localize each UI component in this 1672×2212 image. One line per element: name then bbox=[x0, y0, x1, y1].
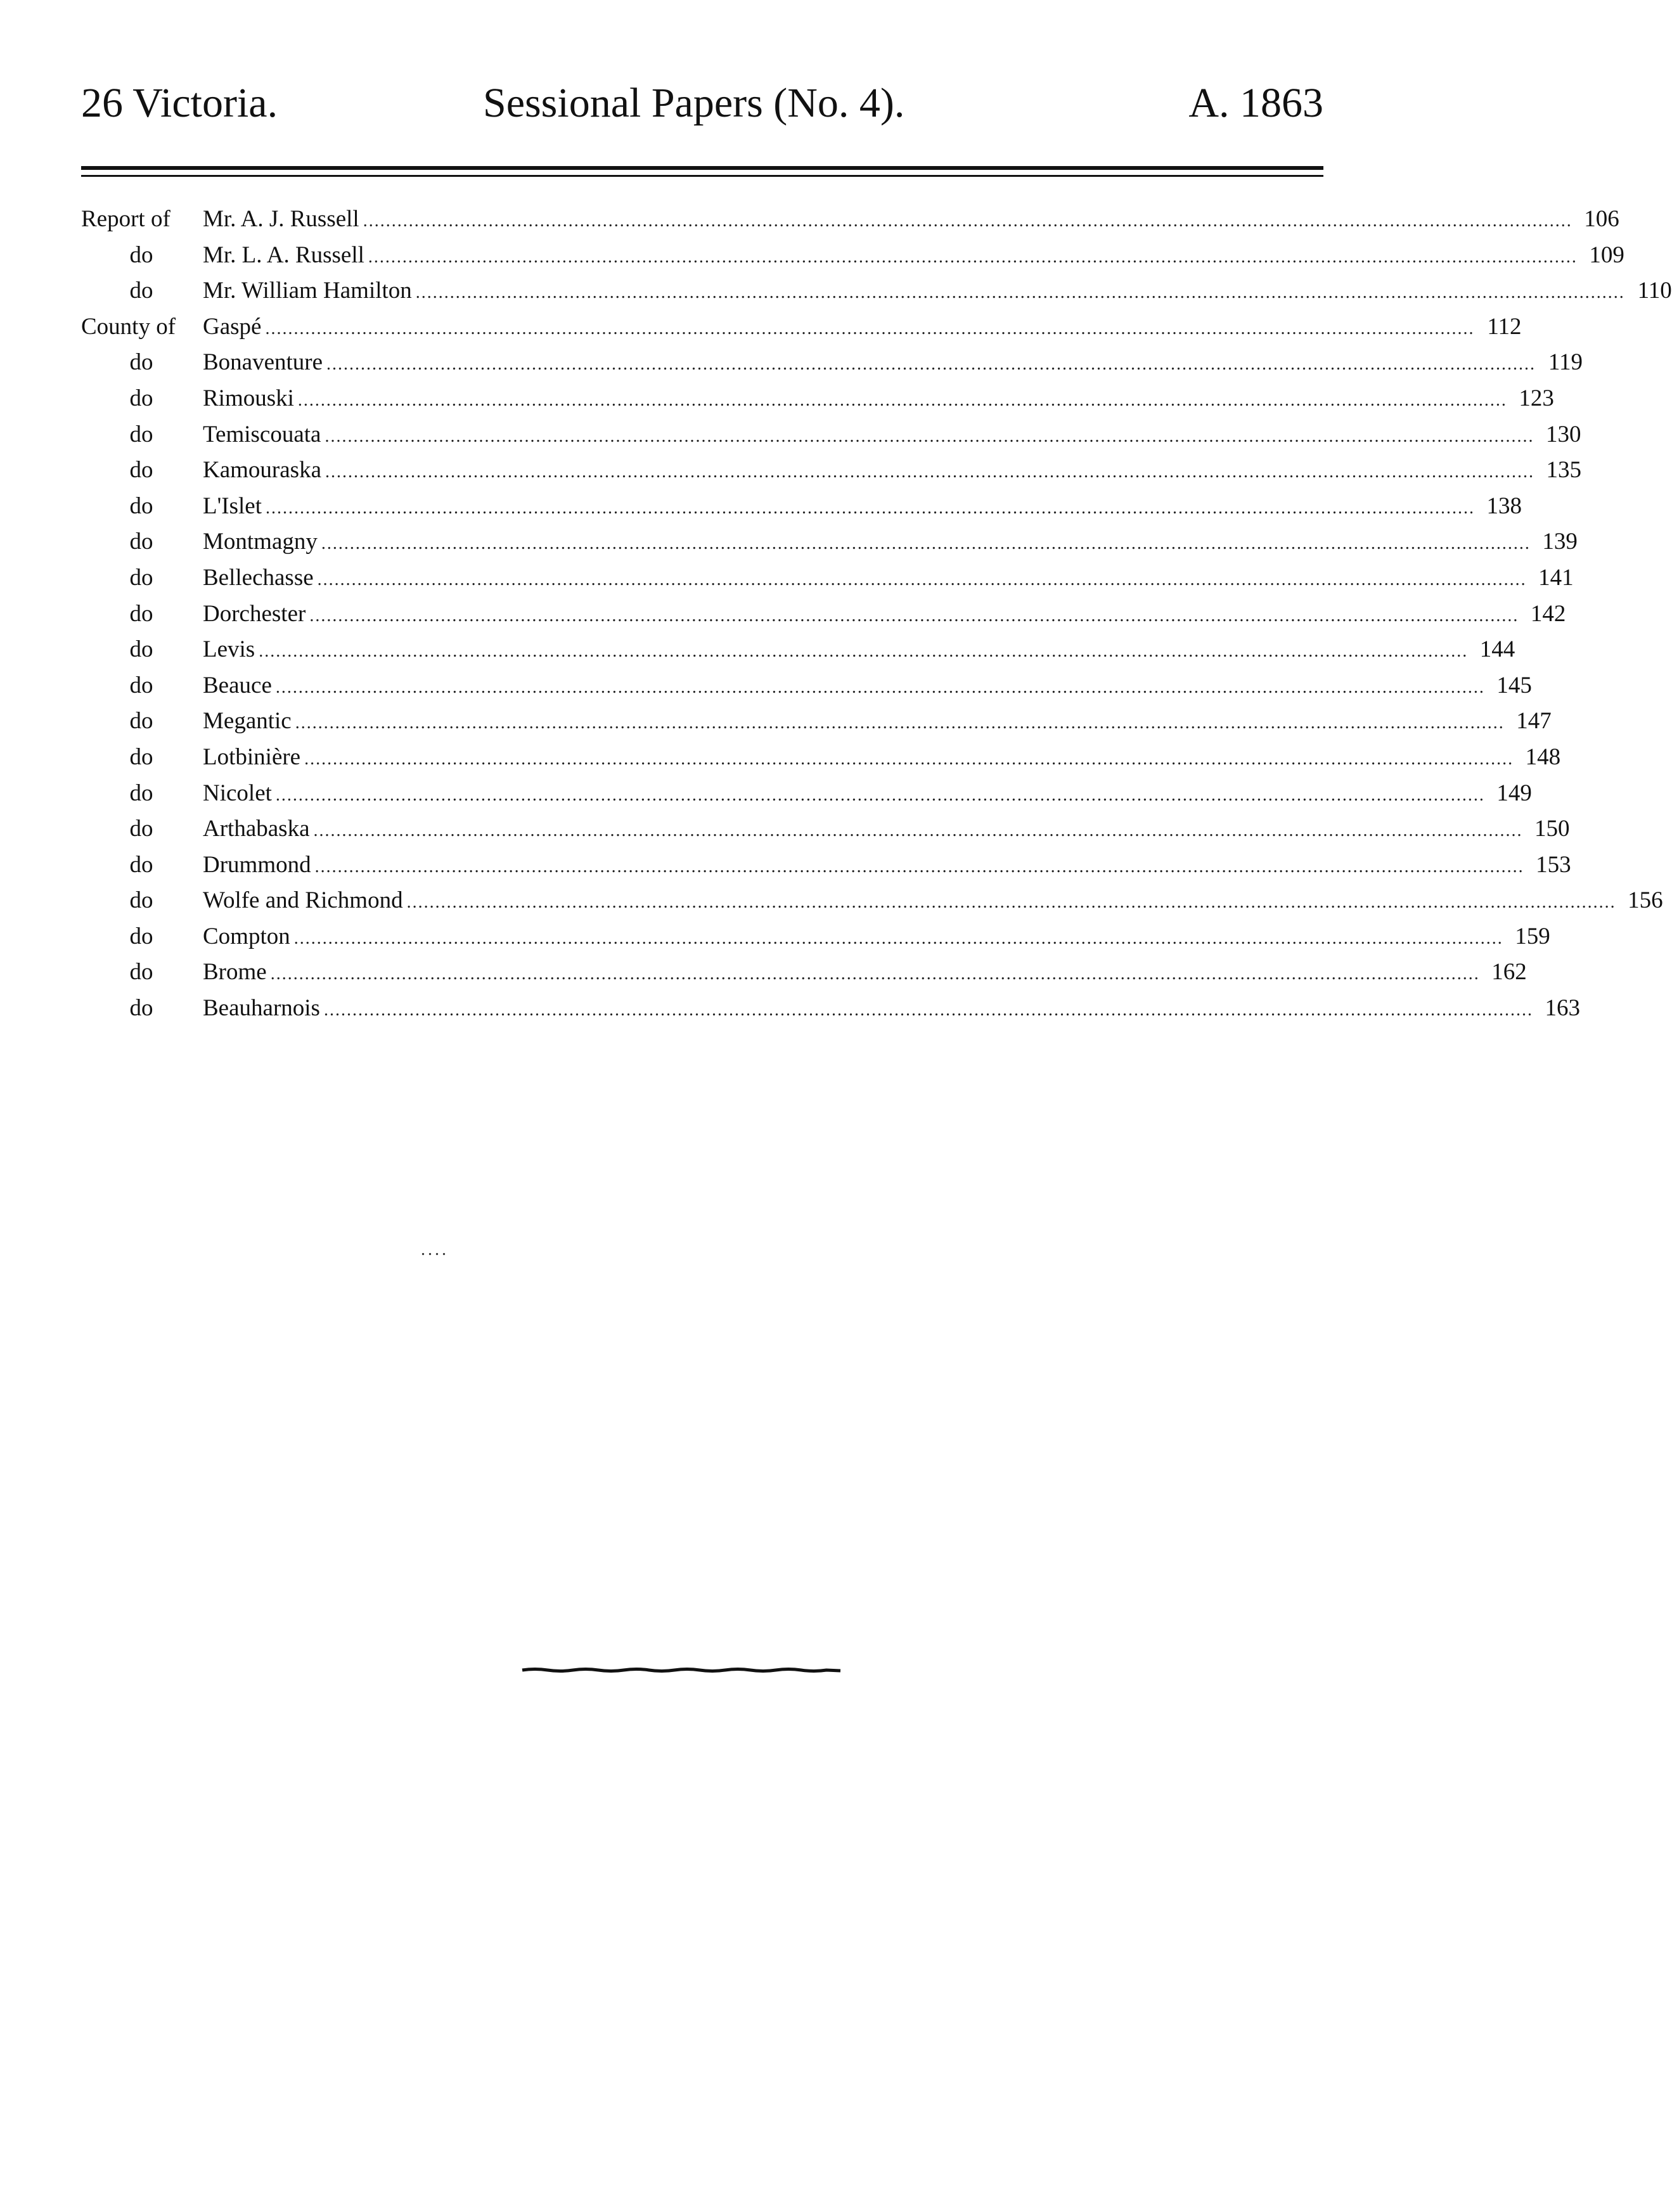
toc-row bbox=[81, 740, 1561, 776]
dot-leader: .................................................................................................................................................................................................................... bbox=[293, 928, 1503, 948]
toc-entry-name: Beauharnois bbox=[203, 995, 320, 1022]
toc-row bbox=[81, 417, 1581, 453]
toc-row bbox=[81, 345, 1583, 381]
toc-row bbox=[81, 632, 1515, 668]
toc-prefix: Report of bbox=[81, 206, 170, 232]
toc-page-number: 145 bbox=[1496, 672, 1532, 698]
toc-page-number: 109 bbox=[1589, 241, 1624, 268]
toc-prefix: do bbox=[129, 457, 153, 484]
toc-entry bbox=[203, 417, 1581, 455]
dot-leader: .................................................................................................................................................................................................................... bbox=[323, 1000, 1533, 1020]
toc-entry bbox=[203, 381, 1554, 419]
toc-row bbox=[81, 991, 1580, 1027]
stray-dots: .... bbox=[421, 1240, 449, 1259]
toc-entry-name: Gaspé bbox=[203, 313, 262, 340]
dot-leader: .................................................................................................................................................................................................................... bbox=[304, 749, 1514, 769]
dot-leader: .................................................................................................................................................................................................................... bbox=[259, 641, 1469, 662]
toc-page-number: 141 bbox=[1538, 564, 1574, 591]
dot-leader: .................................................................................................................................................................................................................... bbox=[275, 785, 1485, 805]
toc-page-number: 163 bbox=[1545, 995, 1580, 1022]
toc-row bbox=[81, 238, 1624, 274]
toc-entry bbox=[203, 596, 1566, 634]
toc-prefix: do bbox=[129, 385, 153, 411]
header-title: Sessional Papers (No. 4). bbox=[483, 80, 905, 126]
dot-leader: .................................................................................................................................................................................................................... bbox=[309, 605, 1519, 626]
dot-leader: .................................................................................................................................................................................................................... bbox=[270, 964, 1480, 984]
dot-leader: .................................................................................................................................................................................................................... bbox=[415, 283, 1625, 303]
toc-entry bbox=[203, 955, 1527, 993]
toc-entry bbox=[203, 883, 1663, 921]
toc-row bbox=[81, 489, 1522, 525]
toc-entry bbox=[203, 632, 1515, 670]
toc-prefix: do bbox=[129, 780, 153, 806]
toc-row bbox=[81, 883, 1663, 919]
toc-entry-name: L'Islet bbox=[203, 492, 262, 519]
header-rule-thin bbox=[81, 175, 1323, 177]
dot-leader: .................................................................................................................................................................................................................... bbox=[314, 856, 1524, 877]
toc-row bbox=[81, 309, 1522, 345]
toc-entry-name: Lotbinière bbox=[203, 743, 301, 770]
toc-page-number: 123 bbox=[1519, 385, 1554, 411]
toc-page-number: 119 bbox=[1548, 349, 1583, 376]
toc-row bbox=[81, 919, 1550, 955]
toc-page-number: 139 bbox=[1542, 529, 1578, 555]
toc-row bbox=[81, 381, 1554, 417]
toc-page-number: 159 bbox=[1515, 923, 1550, 949]
toc-page-number: 156 bbox=[1628, 887, 1663, 914]
toc-prefix: do bbox=[129, 564, 153, 591]
toc-prefix: do bbox=[129, 708, 153, 735]
toc-page-number: 148 bbox=[1525, 743, 1561, 770]
toc-entry bbox=[203, 811, 1570, 849]
toc-page-number: 147 bbox=[1516, 708, 1552, 735]
table-of-contents bbox=[81, 202, 1672, 1027]
toc-prefix: do bbox=[129, 995, 153, 1022]
toc-page-number: 144 bbox=[1479, 636, 1515, 663]
toc-row bbox=[81, 560, 1574, 596]
toc-entry bbox=[203, 847, 1571, 885]
toc-page-number: 138 bbox=[1486, 492, 1522, 519]
toc-entry-name: Bonaventure bbox=[203, 349, 323, 376]
dot-leader: .................................................................................................................................................................................................................... bbox=[406, 892, 1616, 913]
toc-entry-name: Mr. A. J. Russell bbox=[203, 206, 359, 232]
header-year: A. 1863 bbox=[1188, 80, 1323, 126]
toc-entry-name: Dorchester bbox=[203, 600, 306, 627]
toc-page-number: 110 bbox=[1637, 278, 1672, 304]
page-header bbox=[81, 75, 1323, 132]
toc-entry-name: Montmagny bbox=[203, 529, 318, 555]
toc-entry-name: Drummond bbox=[203, 851, 311, 878]
toc-entry bbox=[203, 273, 1672, 311]
toc-prefix: do bbox=[129, 743, 153, 770]
toc-entry-name: Megantic bbox=[203, 708, 292, 735]
toc-prefix: do bbox=[129, 851, 153, 878]
toc-entry bbox=[203, 345, 1583, 383]
toc-prefix: do bbox=[129, 887, 153, 914]
toc-entry-name: Beauce bbox=[203, 672, 272, 698]
toc-entry bbox=[203, 238, 1624, 276]
toc-page-number: 142 bbox=[1530, 600, 1566, 627]
toc-page-number: 112 bbox=[1487, 313, 1522, 340]
dot-leader: .................................................................................................................................................................................................................... bbox=[275, 677, 1485, 697]
toc-prefix: do bbox=[129, 923, 153, 949]
toc-row bbox=[81, 811, 1570, 847]
toc-entry-name: Kamouraska bbox=[203, 457, 321, 484]
dot-leader: .................................................................................................................................................................................................................... bbox=[317, 569, 1527, 589]
toc-row bbox=[81, 847, 1571, 884]
toc-prefix: do bbox=[129, 278, 153, 304]
dot-leader: .................................................................................................................................................................................................................... bbox=[265, 318, 1475, 338]
toc-prefix: do bbox=[129, 421, 153, 447]
toc-entry bbox=[203, 524, 1578, 562]
toc-entry-name: Temiscouata bbox=[203, 421, 321, 447]
dot-leader: .................................................................................................................................................................................................................... bbox=[325, 462, 1534, 482]
toc-entry-name: Bellechasse bbox=[203, 564, 314, 591]
closing-ornament-rule bbox=[522, 1667, 840, 1673]
toc-entry bbox=[203, 704, 1552, 742]
dot-leader: .................................................................................................................................................................................................................... bbox=[265, 498, 1475, 518]
toc-page-number: 162 bbox=[1491, 959, 1527, 986]
toc-prefix: do bbox=[129, 959, 153, 986]
toc-row bbox=[81, 668, 1532, 704]
toc-prefix: do bbox=[129, 349, 153, 376]
dot-leader: .................................................................................................................................................................................................................... bbox=[297, 390, 1507, 410]
toc-row bbox=[81, 704, 1552, 740]
dot-leader: .................................................................................................................................................................................................................... bbox=[313, 821, 1523, 841]
toc-entry-name: Rimouski bbox=[203, 385, 294, 411]
toc-entry bbox=[203, 919, 1550, 957]
dot-leader: .................................................................................................................................................................................................................... bbox=[321, 534, 1531, 554]
toc-row bbox=[81, 596, 1566, 633]
toc-entry-name: Levis bbox=[203, 636, 255, 663]
toc-entry bbox=[203, 453, 1581, 491]
toc-page-number: 150 bbox=[1534, 816, 1570, 842]
toc-prefix: do bbox=[129, 492, 153, 519]
toc-entry bbox=[203, 489, 1522, 527]
header-session: 26 Victoria. bbox=[81, 80, 278, 126]
toc-entry-name: Mr. William Hamilton bbox=[203, 278, 412, 304]
toc-entry bbox=[203, 740, 1561, 778]
toc-page-number: 135 bbox=[1546, 457, 1581, 484]
toc-page-number: 153 bbox=[1536, 851, 1571, 878]
toc-entry bbox=[203, 668, 1532, 706]
toc-row bbox=[81, 202, 1619, 238]
toc-entry-name: Wolfe and Richmond bbox=[203, 887, 403, 914]
toc-entry bbox=[203, 202, 1619, 240]
toc-prefix: do bbox=[129, 816, 153, 842]
toc-entry bbox=[203, 560, 1574, 598]
toc-entry-name: Arthabaska bbox=[203, 816, 310, 842]
toc-page-number: 106 bbox=[1584, 206, 1619, 232]
toc-entry bbox=[203, 309, 1522, 347]
toc-entry bbox=[203, 776, 1532, 814]
toc-prefix: do bbox=[129, 672, 153, 698]
toc-entry bbox=[203, 991, 1580, 1029]
toc-entry-name: Compton bbox=[203, 923, 290, 949]
toc-entry-name: Brome bbox=[203, 959, 267, 986]
toc-entry-name: Mr. L. A. Russell bbox=[203, 241, 364, 268]
header-rule-thick bbox=[81, 166, 1323, 170]
toc-prefix: do bbox=[129, 636, 153, 663]
toc-page-number: 149 bbox=[1496, 780, 1532, 806]
toc-entry-name: Nicolet bbox=[203, 780, 272, 806]
toc-prefix: County of bbox=[81, 313, 176, 340]
dot-leader: .................................................................................................................................................................................................................... bbox=[295, 713, 1505, 733]
toc-prefix: do bbox=[129, 600, 153, 627]
toc-row bbox=[81, 776, 1532, 812]
toc-row bbox=[81, 273, 1672, 309]
dot-leader: .................................................................................................................................................................................................................... bbox=[326, 354, 1536, 375]
dot-leader: .................................................................................................................................................................................................................... bbox=[368, 247, 1578, 267]
toc-row bbox=[81, 453, 1581, 489]
toc-row bbox=[81, 955, 1527, 991]
toc-page-number: 130 bbox=[1545, 421, 1581, 447]
toc-row bbox=[81, 524, 1578, 560]
toc-prefix: do bbox=[129, 529, 153, 555]
dot-leader: .................................................................................................................................................................................................................... bbox=[363, 211, 1572, 231]
toc-prefix: do bbox=[129, 241, 153, 268]
dot-leader: .................................................................................................................................................................................................................... bbox=[325, 426, 1534, 446]
